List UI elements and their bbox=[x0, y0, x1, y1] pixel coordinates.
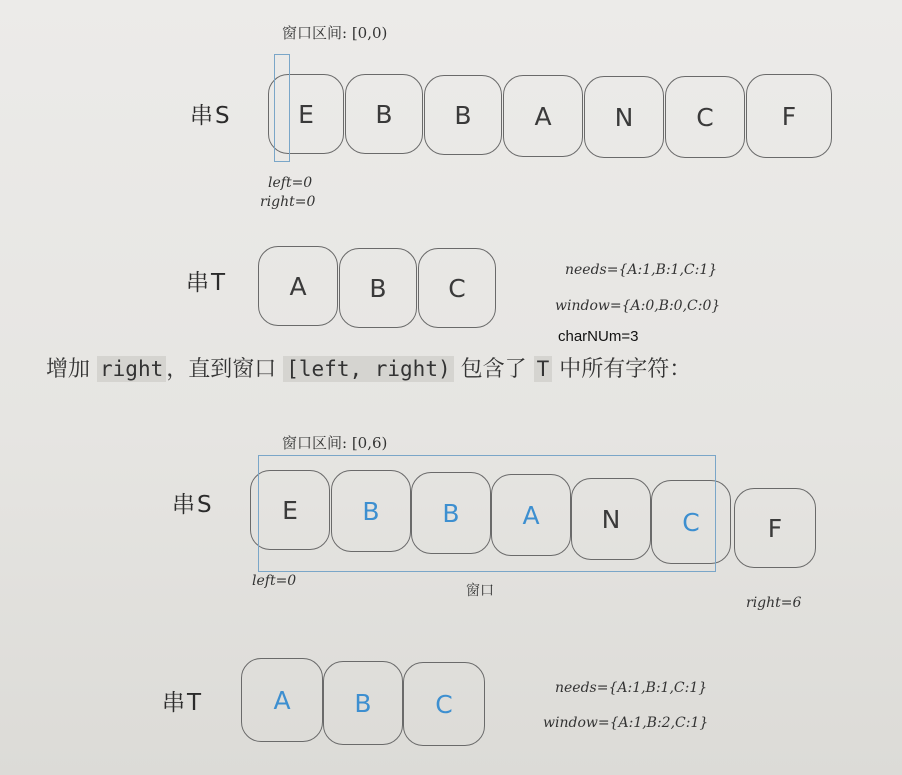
bottom-t-cell: C bbox=[403, 662, 485, 746]
bottom-right-label: right=6 bbox=[746, 595, 802, 611]
top-string-t-label: 串T bbox=[186, 270, 228, 296]
code-t: T bbox=[534, 356, 553, 382]
top-needs: needs={A:1,B:1,C:1} bbox=[565, 262, 718, 278]
top-t-cell: C bbox=[418, 248, 496, 328]
top-s-cell: B bbox=[345, 74, 423, 154]
top-s-cell: E bbox=[268, 74, 344, 154]
top-right-label: right=0 bbox=[260, 194, 316, 210]
bottom-needs: needs={A:1,B:1,C:1} bbox=[555, 680, 708, 696]
bottom-window-label: 窗口 bbox=[466, 583, 494, 599]
sentence-part: 包含了 bbox=[460, 357, 527, 382]
top-window: window={A:0,B:0,C:0} bbox=[555, 298, 721, 314]
top-string-s-label: 串S bbox=[190, 103, 232, 129]
bottom-s-cell: N bbox=[571, 478, 651, 560]
sentence-part: ，直到窗口 bbox=[166, 357, 277, 382]
top-s-cell: C bbox=[665, 76, 745, 158]
top-s-cell: B bbox=[424, 75, 502, 155]
top-s-cell: N bbox=[584, 76, 664, 158]
top-s-cell: F bbox=[746, 74, 832, 158]
top-window-interval: 窗口区间: [0,0) bbox=[282, 24, 388, 42]
bottom-window-box bbox=[258, 455, 716, 572]
bottom-s-cell: E bbox=[250, 470, 330, 550]
code-left-right: [left, right) bbox=[283, 356, 453, 382]
bottom-string-s-label: 串S bbox=[172, 492, 214, 518]
top-s-cell: A bbox=[503, 75, 583, 157]
bottom-s-cell: B bbox=[411, 472, 491, 554]
bottom-window: window={A:1,B:2,C:1} bbox=[543, 715, 709, 731]
code-right: right bbox=[97, 356, 166, 382]
bottom-s-cell: A bbox=[491, 474, 571, 556]
bottom-s-cell: C bbox=[651, 480, 731, 564]
bottom-string-t-label: 串T bbox=[162, 690, 204, 716]
bottom-s-cell: B bbox=[331, 470, 411, 552]
bottom-t-cell: B bbox=[323, 661, 403, 745]
bottom-t-cell: A bbox=[241, 658, 323, 742]
top-left-label: left=0 bbox=[268, 175, 313, 191]
top-t-cell: B bbox=[339, 248, 417, 328]
sentence-part: 增加 bbox=[46, 357, 91, 382]
top-window-box bbox=[274, 54, 290, 162]
sentence-part: 中所有字符： bbox=[559, 357, 692, 382]
bottom-left-label: left=0 bbox=[252, 573, 297, 589]
top-t-cell: A bbox=[258, 246, 338, 326]
bottom-s-cell: F bbox=[734, 488, 816, 568]
top-charnum: charNUm=3 bbox=[558, 328, 639, 345]
bottom-window-interval: 窗口区间: [0,6) bbox=[282, 434, 388, 452]
explanation-sentence bbox=[46, 352, 691, 383]
